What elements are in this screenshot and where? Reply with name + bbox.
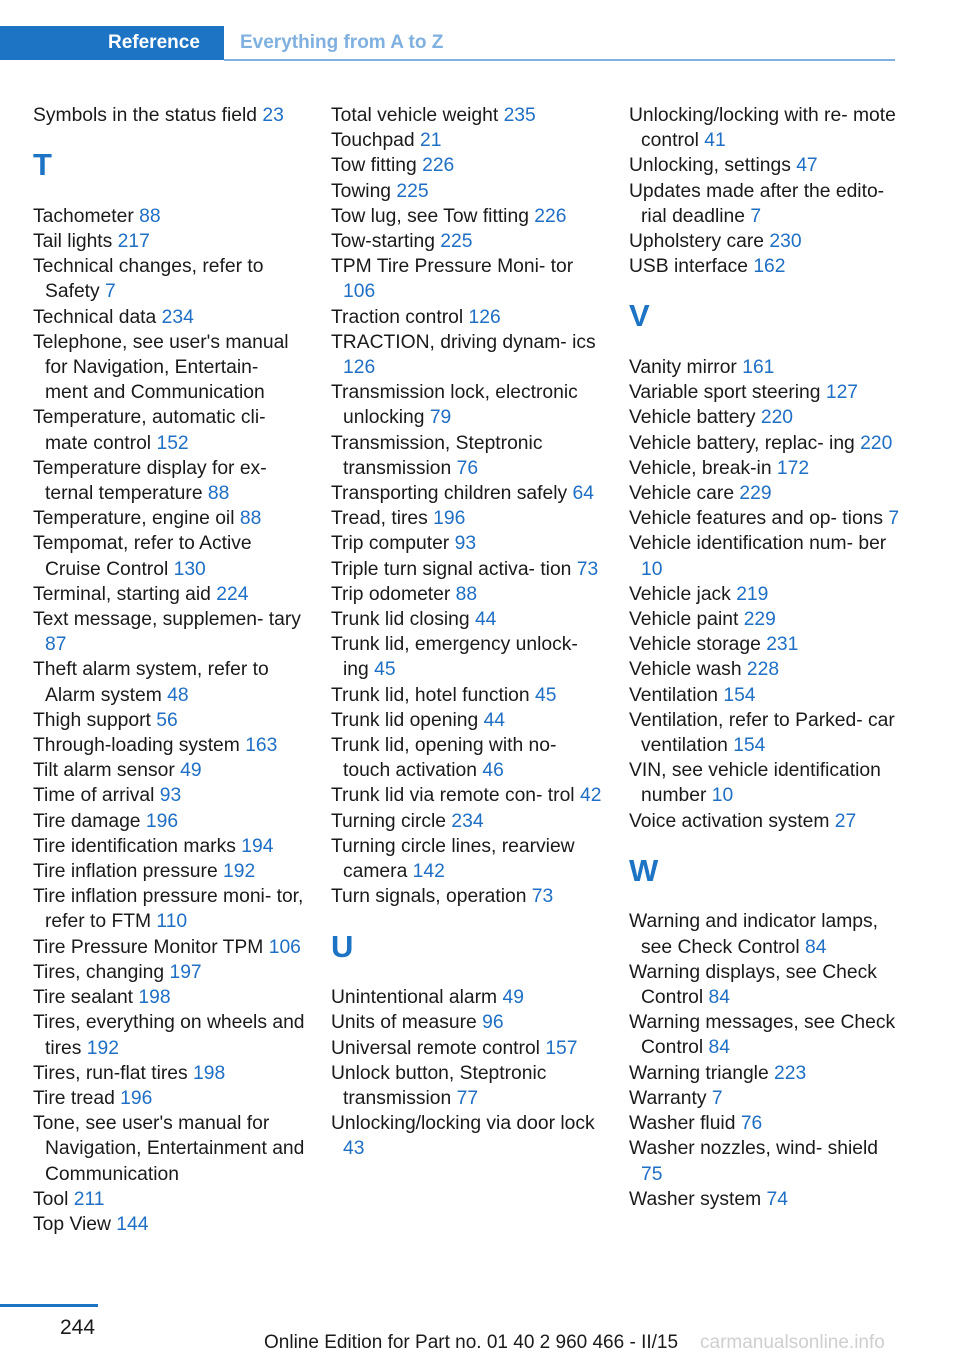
page-reference-link[interactable]: 93 (159, 785, 182, 807)
index-entry (33, 935, 305, 960)
index-entry-text: Traction control (331, 306, 464, 328)
index-entry (629, 103, 901, 153)
index-entry (331, 985, 603, 1010)
page-reference-link[interactable]: 88 (207, 483, 230, 505)
page-reference-link[interactable]: 219 (736, 583, 769, 605)
index-entry-text: VIN, see vehicle identification number (629, 760, 881, 807)
index-entry-text: Tire sealant (33, 987, 134, 1009)
index-letter-heading: W (629, 852, 659, 888)
page-reference-link[interactable]: 196 (145, 810, 179, 832)
index-entry-text: Trunk lid via remote con- trol (331, 785, 575, 807)
index-entry-text: Text message, supplemen- tary (33, 609, 301, 631)
index-entry (629, 506, 901, 531)
page-reference-link[interactable]: 110 (156, 911, 188, 933)
edition-note: Online Edition for Part no. 01 40 2 960 466 - II/15 (264, 1332, 679, 1353)
page-reference-link[interactable]: 161 (742, 357, 775, 379)
page-reference-link[interactable]: 45 (374, 659, 396, 681)
index-entry-text: Washer fluid (629, 1113, 736, 1135)
index-entry-text: Tire inflation pressure moni- tor, refer to FTM (33, 886, 304, 933)
page-reference-link[interactable]: 229 (739, 483, 772, 505)
page-reference-link[interactable]: 231 (766, 634, 799, 656)
index-entry-text: Terminal, starting aid (33, 583, 211, 605)
index-entry (33, 657, 305, 707)
index-entry-text: Warning triangle (629, 1062, 769, 1084)
index-entry-text: Through-loading system (33, 735, 240, 757)
page-reference-link[interactable]: 211 (73, 1188, 105, 1210)
index-entry-text: Vehicle wash (629, 659, 742, 681)
index-entry-text: USB interface (629, 256, 748, 278)
page-reference-link[interactable]: 217 (117, 231, 150, 252)
index-entry (629, 1111, 901, 1136)
section-subtitle[interactable]: Everything from A to Z (240, 32, 444, 53)
index-entry-text: TPM Tire Pressure Moni- tor (331, 256, 574, 278)
index-entry (629, 405, 901, 430)
page-reference-link[interactable]: 162 (753, 256, 786, 278)
index-entry (33, 1061, 305, 1086)
index-entry (33, 103, 305, 128)
page-reference-link[interactable]: 10 (711, 785, 734, 807)
index-entry-text: Transmission, Steptronic transmission (331, 432, 543, 479)
index-entry (331, 708, 603, 733)
index-entry-text: Tire damage (33, 810, 141, 832)
index-entry-text: Tool (33, 1188, 69, 1210)
index-entry (331, 834, 603, 884)
page-reference-link[interactable]: 21 (419, 130, 442, 152)
index-entry (331, 380, 603, 430)
index-entry (33, 834, 305, 859)
watermark: carmanualsonline.info (700, 1332, 885, 1353)
index-entry-text: Tow fitting (331, 155, 417, 177)
index-entry-text: Tow lug, see Tow fitting (331, 205, 529, 227)
page-reference-link[interactable]: 49 (502, 987, 524, 1009)
index-entry (629, 607, 901, 632)
index-entry-text: Temperature, automatic cli- mate control (33, 407, 266, 454)
index-entry (331, 607, 603, 632)
page-reference-link[interactable]: 88 (455, 583, 478, 605)
index-entry (629, 1136, 901, 1186)
page-reference-link[interactable]: 76 (740, 1113, 763, 1135)
index-entry-text: Total vehicle weight (331, 105, 499, 126)
index-entry (33, 884, 305, 934)
index-entry-text: Vehicle features and op- tions (629, 508, 884, 530)
index-entry-text: Washer system (629, 1188, 762, 1210)
index-entry-text: Trunk lid, hotel function (331, 684, 530, 706)
index-entry-text: Tread, tires (331, 508, 428, 530)
page-reference-link[interactable]: 144 (116, 1213, 149, 1235)
page-reference-link[interactable]: 226 (534, 205, 567, 227)
index-entry-text: Ventilation (629, 684, 718, 706)
index-entry (331, 884, 603, 909)
page-reference-link[interactable]: 229 (743, 609, 776, 631)
index-entry-text: Warning messages, see Check Control (629, 1012, 896, 1059)
page-reference-link[interactable]: 235 (503, 105, 536, 126)
page-reference-link[interactable]: 77 (456, 1087, 479, 1109)
index-entry-text: Technical changes, refer to Safety (33, 256, 264, 303)
index-entry (331, 506, 603, 531)
index-entry (331, 733, 603, 783)
index-entry (331, 229, 603, 254)
page-reference-link[interactable]: 198 (193, 1062, 226, 1084)
index-entry-text: Temperature, engine oil (33, 508, 235, 530)
index-entry-text: Trunk lid, emergency unlock- ing (331, 634, 578, 681)
index-entry (33, 960, 305, 985)
index-entry-text: Tire inflation pressure (33, 861, 218, 883)
page-reference-link[interactable]: 56 (156, 709, 178, 731)
index-entry (33, 783, 305, 808)
index-entry (33, 506, 305, 531)
index-entry (629, 1061, 901, 1086)
index-entry (331, 1111, 603, 1161)
page-reference-link[interactable]: 225 (440, 231, 473, 253)
index-entry-text: Tilt alarm sensor (33, 760, 175, 782)
index-entry (331, 557, 603, 582)
index-entry (33, 733, 305, 758)
page-reference-link[interactable]: 73 (531, 886, 554, 908)
index-entry (33, 809, 305, 834)
page-reference-link[interactable]: 76 (456, 457, 479, 479)
index-entry (331, 783, 603, 808)
index-entry-text: Trunk lid, opening with no- touch activation (331, 735, 557, 782)
index-entry-text: Unlocking/locking via door lock (331, 1113, 595, 1135)
index-entry-text: Tone, see user's manual for Navigation, Entertainment and Communication (33, 1113, 305, 1185)
index-entry (331, 431, 603, 481)
page-reference-link[interactable]: 73 (576, 558, 599, 580)
index-entry-text: Vehicle battery (629, 407, 756, 429)
page-reference-link[interactable]: 27 (834, 810, 857, 832)
index-entry-text: Trunk lid closing (331, 609, 470, 631)
index-letter-heading: V (629, 298, 650, 334)
index-entry (331, 128, 603, 153)
page-reference-link[interactable]: 46 (482, 760, 504, 782)
index-entry-text: Tires, changing (33, 961, 165, 983)
index-entry (33, 405, 305, 455)
index-entry (33, 758, 305, 783)
page-reference-link[interactable]: 220 (760, 407, 794, 429)
page-reference-link[interactable]: 87 (45, 634, 67, 656)
index-entry-text: Tire identification marks (33, 835, 236, 857)
index-entry (33, 1111, 305, 1187)
index-entry (331, 531, 603, 556)
index-entry-text: Unintentional alarm (331, 987, 498, 1009)
index-entry (629, 683, 901, 708)
page-reference-link[interactable]: 43 (343, 1138, 365, 1160)
index-entry-text: Turning circle lines, rearview camera (331, 835, 575, 883)
index-entry-text: Vanity mirror (629, 357, 737, 379)
page-reference-link[interactable]: 172 (776, 457, 810, 479)
page-reference-link[interactable]: 163 (245, 735, 278, 757)
index-entry (331, 204, 603, 229)
index-entry (629, 355, 901, 380)
index-entry (331, 330, 603, 380)
page-reference-link[interactable]: 220 (860, 432, 893, 454)
index-entry (33, 229, 305, 254)
page-reference-link[interactable]: 79 (429, 407, 452, 429)
index-entry-text: Trunk lid opening (331, 709, 479, 731)
page-reference-link[interactable]: 230 (769, 231, 802, 253)
index-entry (331, 1010, 603, 1035)
index-entry-text: Washer nozzles, wind- shield (629, 1138, 878, 1160)
page-reference-link[interactable]: 192 (223, 861, 256, 883)
page-reference-link[interactable]: 106 (268, 936, 301, 958)
page-reference-link[interactable]: 223 (774, 1062, 807, 1084)
page-reference-link[interactable]: 106 (343, 281, 376, 303)
index-entry (33, 330, 305, 406)
index-entry-text: Tire tread (33, 1087, 115, 1109)
index-entry-text: Unlock button, Steptronic transmission (331, 1062, 547, 1109)
index-entry-text: Variable sport steering (629, 382, 821, 404)
page-reference-link[interactable]: 196 (120, 1087, 153, 1109)
page-reference-link[interactable]: 84 (708, 987, 730, 1009)
index-entry (629, 758, 901, 808)
page-reference-link[interactable]: 75 (641, 1163, 663, 1185)
index-entry (629, 531, 901, 581)
page-reference-link[interactable]: 7 (711, 1087, 723, 1109)
index-entry (629, 1086, 901, 1111)
page-reference-link[interactable]: 130 (173, 558, 206, 580)
index-entry-text: Vehicle identification num- ber (629, 533, 887, 555)
page-reference-link[interactable]: 154 (733, 735, 766, 757)
index-entry (33, 1086, 305, 1111)
index-entry (629, 431, 901, 456)
index-entry-text: Top View (33, 1213, 111, 1235)
index-entry-text: Time of arrival (33, 785, 155, 807)
index-entry (331, 809, 603, 834)
index-entry (331, 481, 603, 506)
index-entry (629, 380, 901, 405)
index-entry (629, 909, 901, 959)
index-entry-text: Warning displays, see Check Control (629, 961, 877, 1009)
index-entry-text: Symbols in the status field (33, 105, 257, 126)
index-entry-text: Thigh support (33, 709, 151, 731)
page-reference-link[interactable]: 7 (888, 508, 900, 530)
page-number: 244 (60, 1316, 96, 1339)
index-entry (331, 254, 603, 304)
index-entry (33, 985, 305, 1010)
page-reference-link[interactable]: 7 (750, 205, 762, 227)
index-entry-text: Tempomat, refer to Active Cruise Control (33, 533, 252, 580)
page-reference-link[interactable]: 142 (412, 861, 445, 883)
page-reference-link[interactable]: 198 (138, 987, 171, 1009)
index-entry (33, 1212, 305, 1237)
index-entry-text: Transporting children safely (331, 483, 568, 505)
index-entry (629, 657, 901, 682)
index-entry-text: Vehicle storage (629, 634, 761, 656)
index-entry-text: Triple turn signal activa- tion (331, 558, 572, 580)
index-entry (33, 204, 305, 229)
page-reference-link[interactable]: 10 (641, 558, 663, 580)
index-entry-text: Updates made after the edito- rial deadline (629, 180, 885, 227)
page-reference-link[interactable]: 45 (535, 684, 557, 706)
page-reference-link[interactable]: 74 (766, 1188, 788, 1210)
index-entry-text: Theft alarm system, refer to Alarm system (33, 659, 269, 706)
index-entry (629, 960, 901, 1010)
page-reference-link[interactable]: 84 (804, 936, 827, 958)
index-entry-text: Voice activation system (629, 810, 830, 832)
index-entry (33, 607, 305, 657)
index-entry (331, 179, 603, 204)
index-entry (629, 582, 901, 607)
index-entry (331, 103, 603, 128)
index-entry-text: Warranty (629, 1087, 707, 1109)
index-entry-text: Transmission lock, electronic unlocking (331, 382, 578, 429)
index-entry-text: Turning circle (331, 810, 447, 832)
page-reference-link[interactable]: 194 (241, 835, 274, 857)
page-reference-link[interactable]: 84 (708, 1037, 730, 1059)
index-column-2 (331, 103, 603, 1162)
index-entry (629, 1187, 901, 1212)
index-entry-text: TRACTION, driving dynam- ics (331, 331, 596, 353)
index-entry (33, 708, 305, 733)
index-entry-text: Vehicle battery, replac- ing (629, 432, 855, 454)
index-entry-text: Tail lights (33, 231, 113, 252)
index-entry (629, 254, 901, 279)
index-entry (33, 305, 305, 330)
page-header (0, 26, 895, 62)
index-entry-text: Vehicle care (629, 483, 735, 505)
index-entry-text: Vehicle, break-in (629, 457, 772, 479)
page-reference-link[interactable]: 49 (180, 760, 202, 782)
index-entry-text: Temperature display for ex- ternal temperature (33, 457, 267, 505)
index-entry-text: Technical data (33, 306, 157, 328)
index-entry-text: Universal remote control (331, 1037, 540, 1059)
page-reference-link[interactable]: 64 (572, 483, 594, 505)
index-entry (331, 1036, 603, 1061)
index-entry-text: Touchpad (331, 130, 415, 152)
page-reference-link[interactable]: 126 (343, 357, 376, 379)
index-entry-text: Ventilation, refer to Parked- car ventilation (629, 709, 895, 757)
index-entry (331, 683, 603, 708)
page-reference-link[interactable]: 41 (704, 130, 726, 152)
index-entry (331, 1061, 603, 1111)
index-entry-text: Tachometer (33, 205, 134, 227)
index-entry-text: Tow-starting (331, 231, 435, 253)
page-reference-link[interactable]: 152 (156, 432, 189, 454)
index-letter-heading: T (33, 147, 52, 183)
page-reference-link[interactable]: 197 (169, 961, 202, 983)
page-reference-link[interactable]: 93 (454, 533, 477, 555)
page-reference-link[interactable]: 44 (483, 709, 506, 731)
page-reference-link[interactable]: 226 (422, 155, 455, 177)
index-entry-text: Unlocking, settings (629, 155, 791, 177)
index-entry-text: Towing (331, 180, 392, 202)
index-entry-text: Trip odometer (331, 583, 451, 605)
page-reference-link[interactable]: 196 (433, 508, 466, 530)
index-entry (33, 456, 305, 506)
index-entry-text: Warning and indicator lamps, see Check Control (629, 911, 878, 958)
page-reference-link[interactable]: 234 (161, 306, 194, 328)
section-tab[interactable]: Reference (0, 26, 224, 60)
index-column-3 (629, 103, 901, 1212)
page-reference-link[interactable]: 224 (216, 583, 249, 605)
header-rule (224, 59, 895, 61)
page-reference-link[interactable]: 192 (86, 1037, 119, 1059)
index-entry-text: Unlocking/locking with re- mote control (629, 105, 896, 152)
index-entry (629, 481, 901, 506)
index-entry (629, 153, 901, 178)
index-entry-text: Tires, run-flat tires (33, 1062, 188, 1084)
index-entry (629, 179, 901, 229)
index-entry (629, 809, 901, 834)
index-entry (33, 859, 305, 884)
index-letter-heading: U (331, 928, 354, 964)
page-reference-link[interactable]: 88 (239, 508, 262, 530)
page-reference-link[interactable]: 157 (545, 1037, 578, 1059)
page-reference-link[interactable]: 7 (105, 281, 116, 303)
index-entry (33, 531, 305, 581)
index-entry (629, 456, 901, 481)
page-reference-link[interactable]: 127 (825, 382, 859, 404)
index-entry-text: Vehicle paint (629, 609, 739, 631)
index-entry-text: Units of measure (331, 1012, 477, 1034)
index-entry-text: Vehicle jack (629, 583, 731, 605)
index-entry (629, 632, 901, 657)
page-reference-link[interactable]: 44 (474, 609, 497, 631)
index-entry-text: Tire Pressure Monitor TPM (33, 936, 264, 958)
page-reference-link[interactable]: 88 (139, 205, 161, 227)
index-entry (33, 254, 305, 304)
index-entry-text: Turn signals, operation (331, 886, 527, 908)
index-entry-text: Trip computer (331, 533, 450, 555)
page-reference-link[interactable]: 126 (468, 306, 501, 328)
index-entry (331, 305, 603, 330)
index-entry (33, 582, 305, 607)
index-entry (33, 1010, 305, 1060)
index-column-1 (33, 103, 305, 1237)
page-reference-link[interactable]: 48 (167, 684, 189, 706)
index-entry (331, 582, 603, 607)
index-entry-text: Upholstery care (629, 231, 765, 253)
page-reference-link[interactable]: 47 (796, 155, 818, 177)
index-entry (33, 1187, 305, 1212)
footer-rule (0, 1304, 98, 1307)
page-reference-link[interactable]: 96 (482, 1012, 504, 1034)
index-entry-text: Tires, everything on wheels and tires (33, 1012, 305, 1059)
page-reference-link[interactable]: 23 (262, 105, 284, 126)
page-reference-link[interactable]: 225 (396, 180, 429, 202)
page-reference-link[interactable]: 234 (451, 810, 484, 832)
index-entry (331, 632, 603, 682)
index-entry (629, 1010, 901, 1060)
page-reference-link[interactable]: 42 (579, 785, 602, 807)
index-entry (629, 708, 901, 758)
index-entry (331, 153, 603, 178)
index-entry (629, 229, 901, 254)
page-reference-link[interactable]: 154 (723, 684, 756, 706)
page-reference-link[interactable]: 228 (746, 659, 780, 681)
index-entry-text: Telephone, see user's manual for Navigation, Entertain- ment and Communication (33, 331, 289, 404)
